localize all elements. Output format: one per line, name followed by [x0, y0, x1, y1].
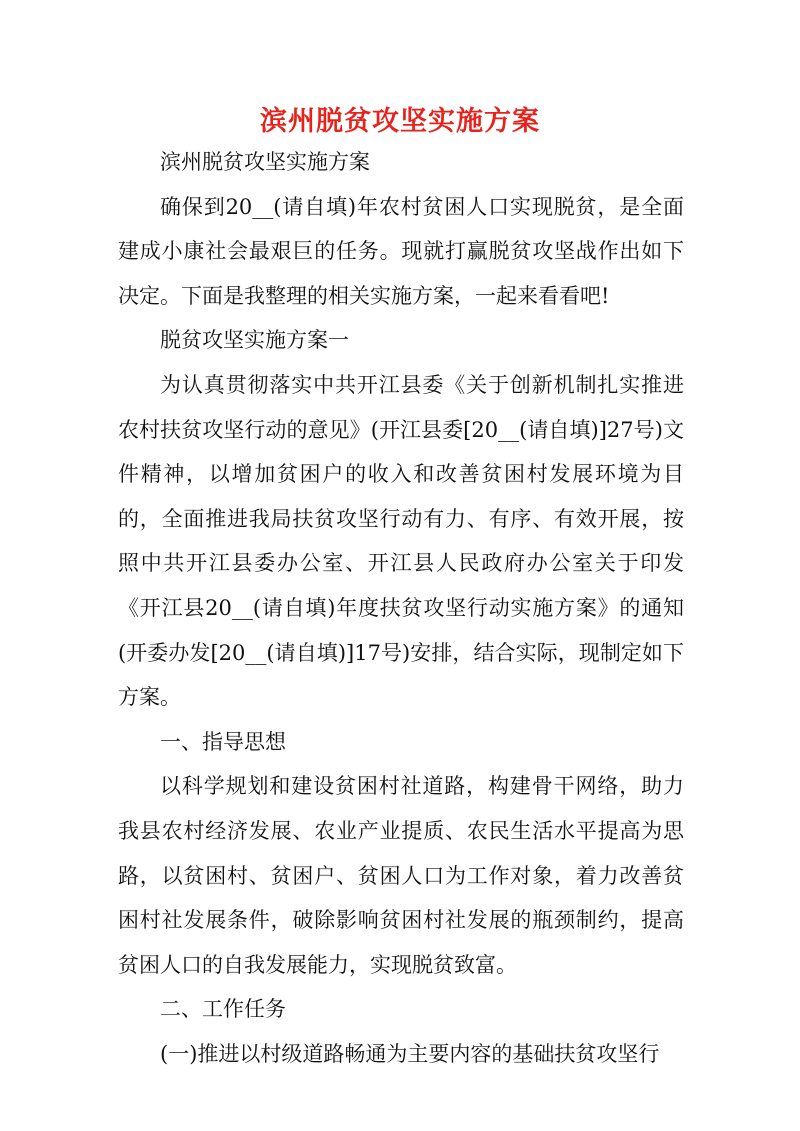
- heading-guiding-ideology: 一、指导思想: [160, 729, 286, 754]
- document-title: 滨州脱贫攻坚实施方案: [260, 106, 540, 137]
- intro-paragraph: 确保到20__(请自填)年农村贫困人口实现脱贫，是全面建成小康社会最艰巨的任务。现就打赢脱贫攻坚战作出如下决定。下面是我整理的相关实施方案，一起来看看吧!: [118, 194, 684, 308]
- heading-work-tasks: 二、工作任务: [160, 997, 286, 1022]
- section-title: 脱贫攻坚实施方案一: [160, 328, 349, 353]
- document-body: [118, 140, 684, 1076]
- paragraph-2: 以科学规划和建设贫困村社道路，构建骨干网络，助力我县农村经济发展、农业产业提质、农民生活水平提高为思路，以贫困村、贫困户、贫困人口为工作对象，着力改善贫困村社发展条件，破除影响贫困村社发展的瓶颈制约，提高贫困人口的自我发展能力，实现脱贫致富。: [118, 774, 684, 977]
- paragraph-3: (一)推进以村级道路畅通为主要内容的基础扶贫攻坚行: [160, 1041, 660, 1066]
- paragraph-1: 为认真贯彻落实中共开江县委《关于创新机制扎实推进农村扶贫攻坚行动的意见》(开江县委[20__(请自填)]27号)文件精神，以增加贫困户的收入和改善贫困村发展环境为目的，全面推进我局扶贫攻坚行动有力、有序、有效开展，按照中共开江县委办公室、开江县人民政府办公室关于印发《开江县20__(请自填)年度扶贫攻坚行动实施方案》的通知(开委办发[20__(请自填)]17号)安排，结合实际，现制定如下方案。: [118, 372, 684, 710]
- document-subtitle: 滨州脱贫攻坚实施方案: [160, 150, 370, 174]
